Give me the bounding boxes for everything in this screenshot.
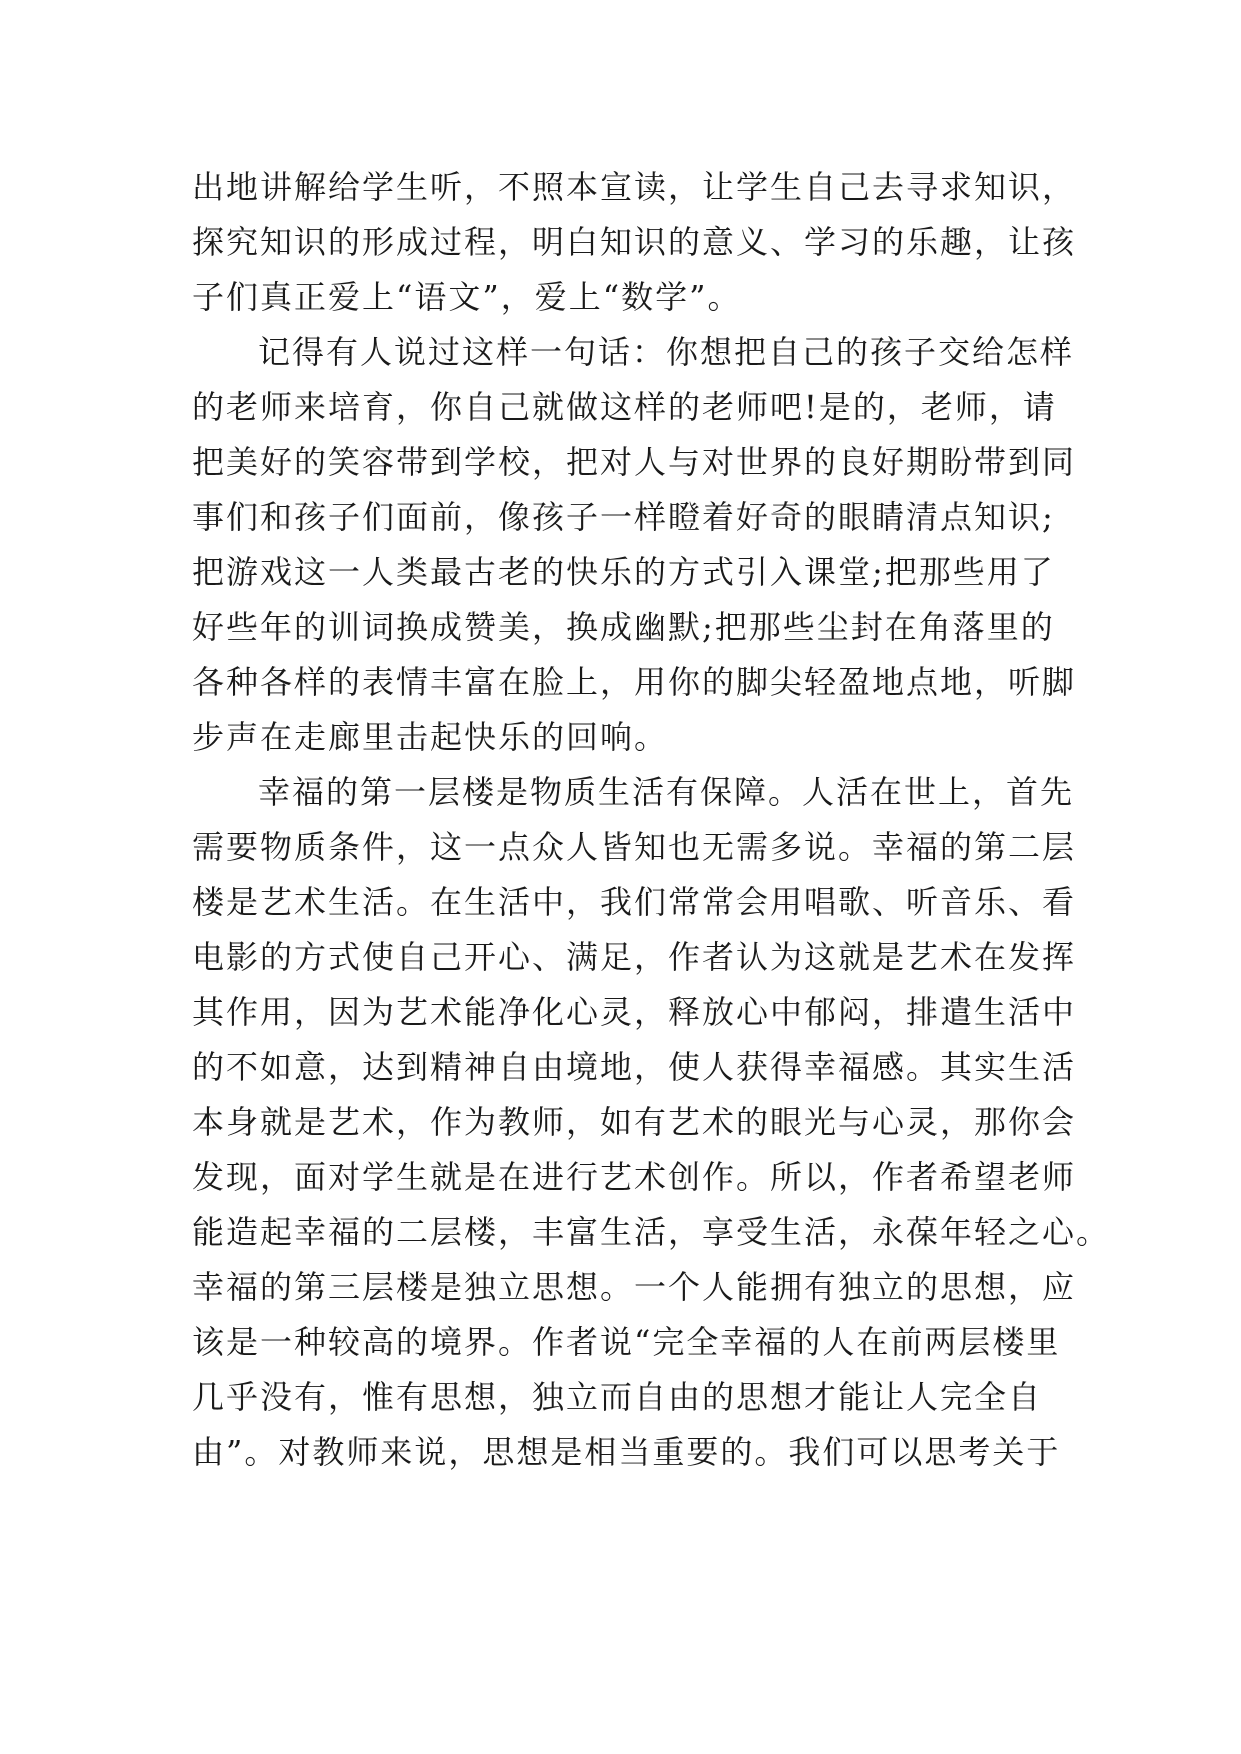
text-line: 各种各样的表情丰富在脸上，用你的脚尖轻盈地点地，听脚	[192, 663, 1077, 701]
text-line: 几乎没有，惟有思想，独立而自由的思想才能让人完全自	[192, 1378, 1043, 1416]
text-line: 的不如意，达到精神自由境地，使人获得幸福感。其实生活	[192, 1048, 1077, 1086]
text-line: 子们真正爱上“语文”，爱上“数学”。	[192, 278, 742, 316]
text-line: 把美好的笑容带到学校，把对人与对世界的良好期盼带到同	[192, 443, 1077, 481]
text-line: 步声在走廊里击起快乐的回响。	[192, 718, 669, 756]
text-line: 探究知识的形成过程，明白知识的意义、学习的乐趣，让孩	[192, 223, 1077, 261]
text-line: 的老师来培育，你自己就做这样的老师吧!是的，老师，请	[192, 388, 1057, 426]
text-line: 由”。对教师来说，思想是相当重要的。我们可以思考关于	[192, 1433, 1061, 1471]
text-line: 其作用，因为艺术能净化心灵，释放心中郁闷，排遣生活中	[192, 993, 1077, 1031]
text-line: 把游戏这一人类最古老的快乐的方式引入课堂;把那些用了	[192, 553, 1055, 591]
text-line: 电影的方式使自己开心、满足，作者认为这就是艺术在发挥	[192, 938, 1077, 976]
paragraph-3	[192, 765, 1111, 1480]
text-line: 幸福的第三层楼是独立思想。一个人能拥有独立的思想，应	[192, 1268, 1077, 1306]
text-line: 好些年的训词换成赞美，换成幽默;把那些尘封在角落里的	[192, 608, 1055, 646]
text-line: 需要物质条件，这一点众人皆知也无需多说。幸福的第二层	[192, 828, 1077, 866]
text-line: 发现，面对学生就是在进行艺术创作。所以，作者希望老师	[192, 1158, 1077, 1196]
text-line: 事们和孩子们面前，像孩子一样瞪着好奇的眼睛清点知识;	[192, 498, 1055, 536]
body-text	[192, 160, 1111, 1480]
text-line: 幸福的第一层楼是物质生活有保障。人活在世上，首先	[258, 773, 1075, 811]
paragraph-2	[192, 325, 1077, 765]
paragraph-1	[192, 160, 1077, 325]
text-line: 出地讲解给学生听，不照本宣读，让学生自己去寻求知识，	[192, 168, 1077, 206]
text-line: 该是一种较高的境界。作者说“完全幸福的人在前两层楼里	[192, 1323, 1061, 1361]
text-line: 本身就是艺术，作为教师，如有艺术的眼光与心灵，那你会	[192, 1103, 1077, 1141]
text-line: 记得有人说过这样一句话：你想把自己的孩子交给怎样	[258, 333, 1075, 371]
text-line: 楼是艺术生活。在生活中，我们常常会用唱歌、听音乐、看	[192, 883, 1077, 921]
text-line: 能造起幸福的二层楼，丰富生活，享受生活，永葆年轻之心。	[192, 1213, 1111, 1251]
